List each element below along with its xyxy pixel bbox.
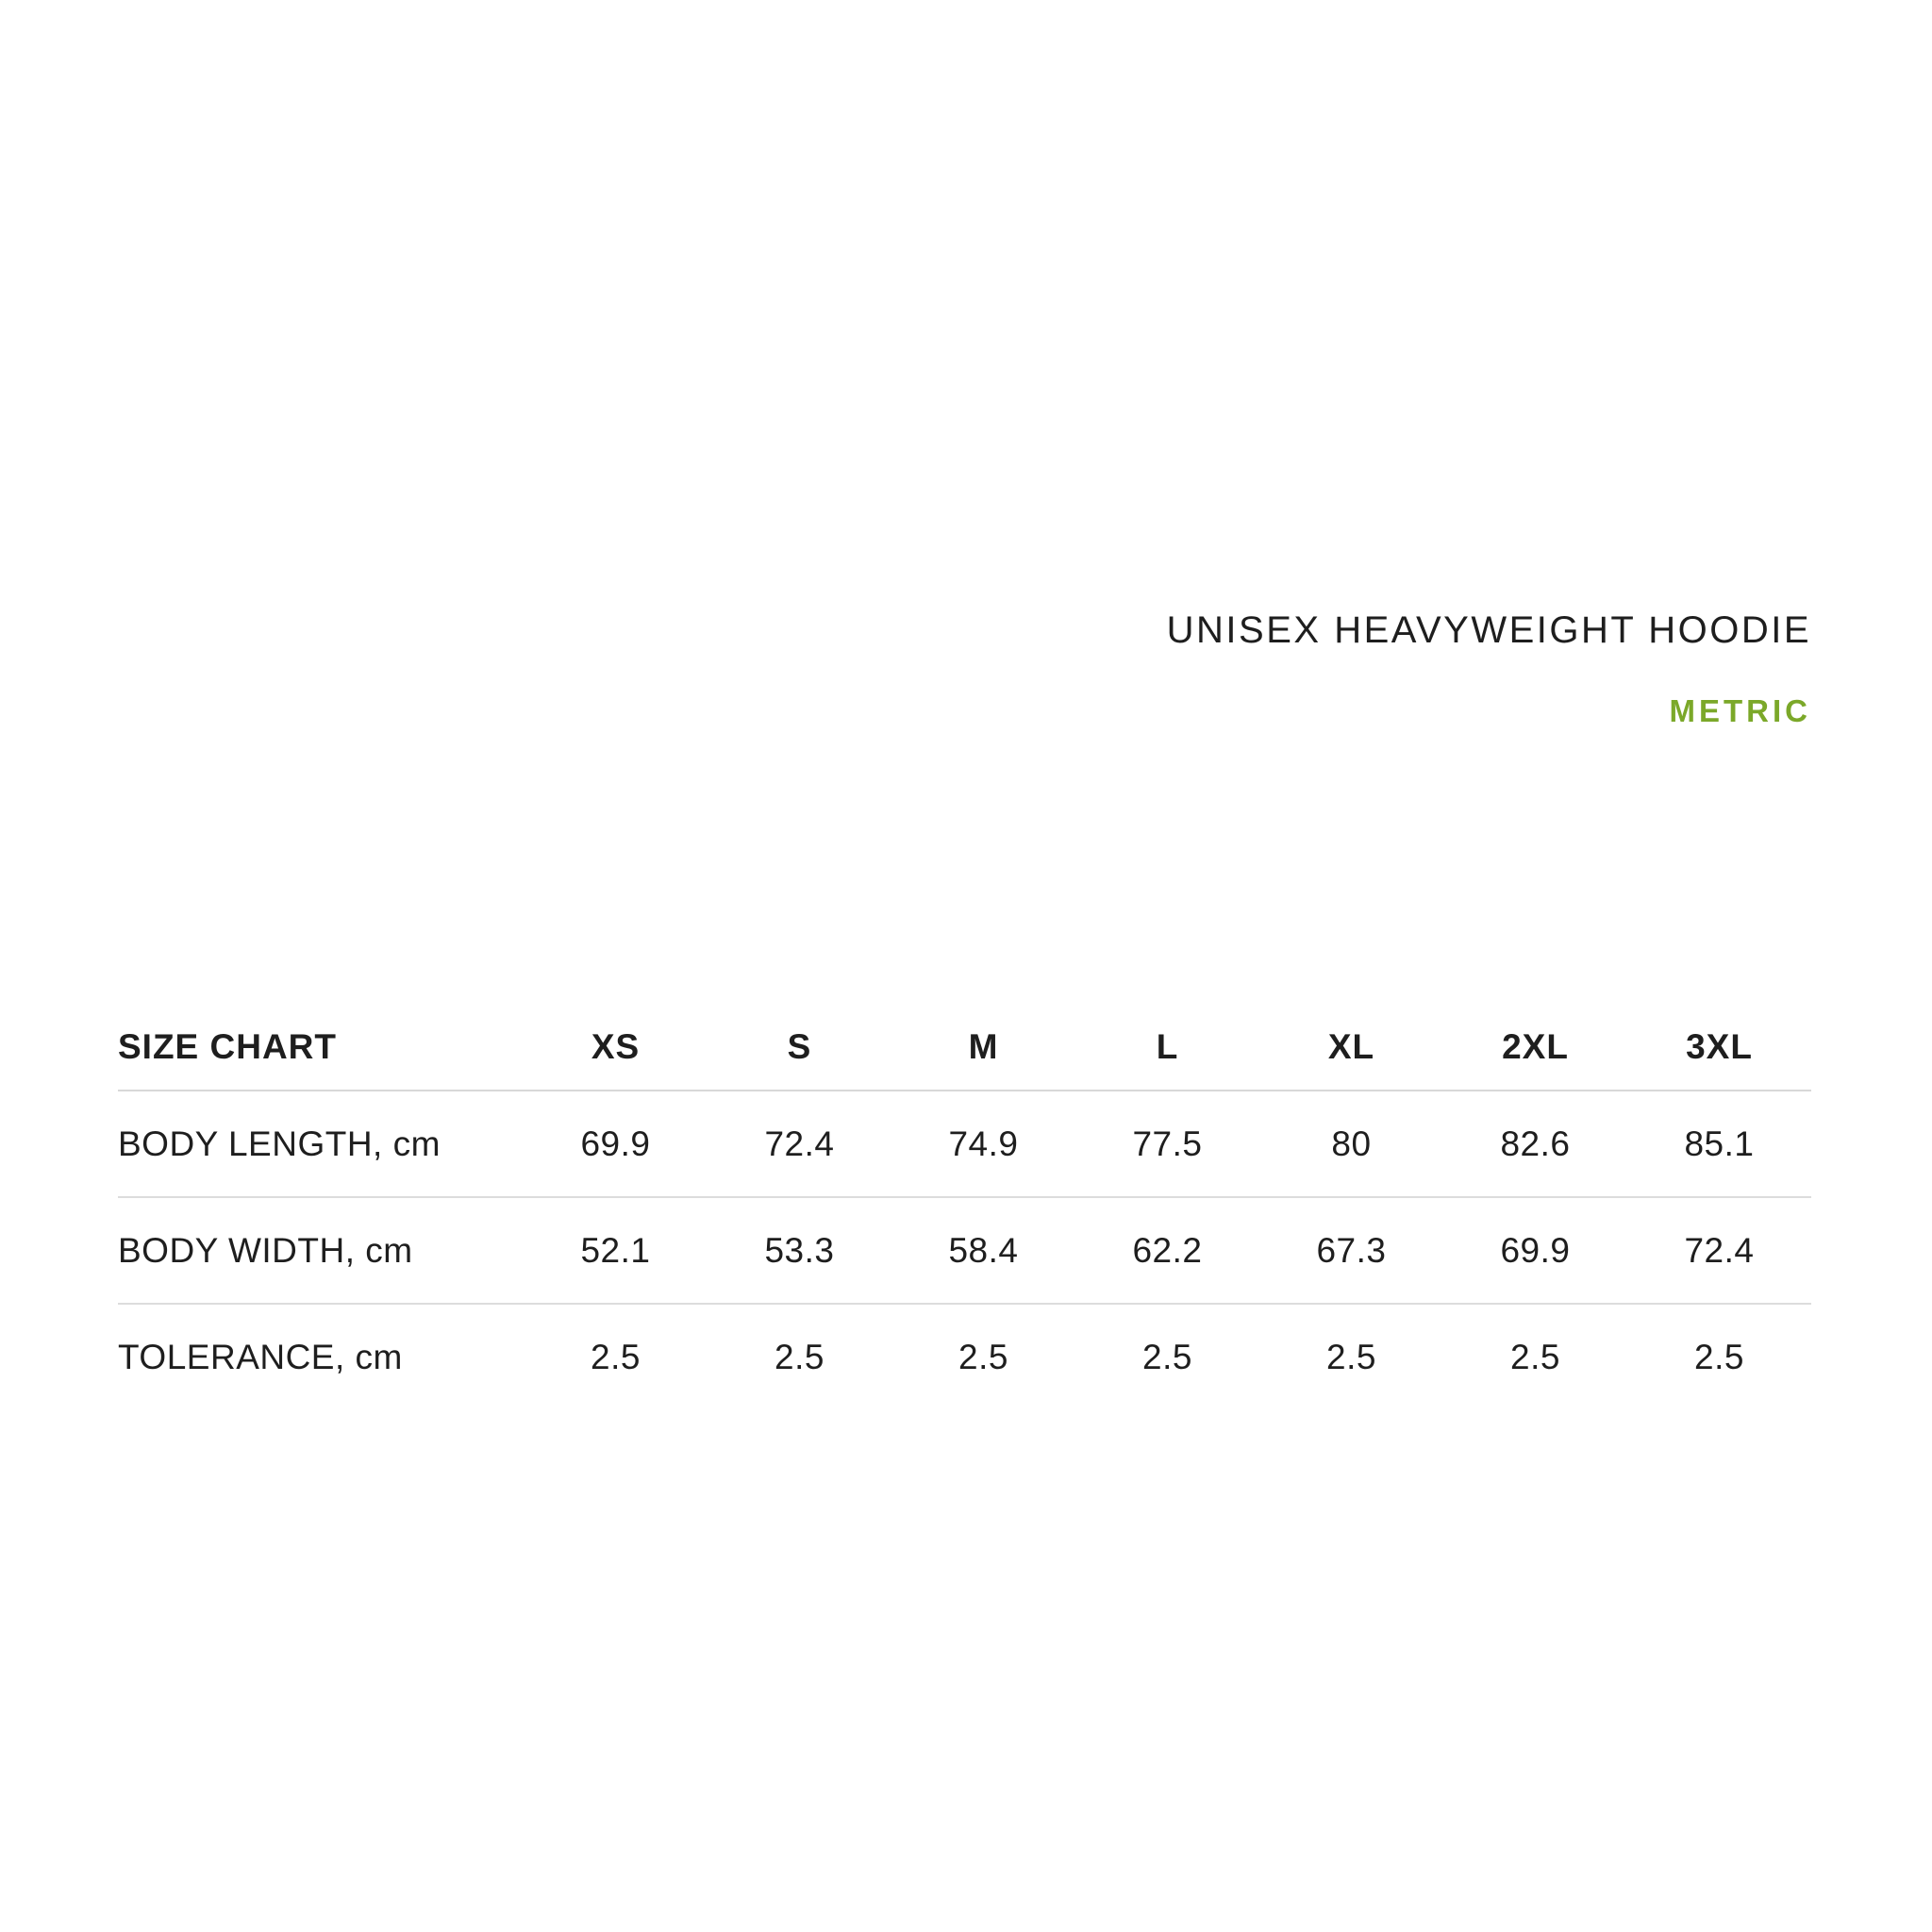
cell-value: 72.4 [708,1091,891,1197]
cell-value: 82.6 [1443,1091,1627,1197]
cell-value: 2.5 [774,1337,824,1376]
cell-value: 62.2 [1075,1197,1259,1304]
product-title: UNISEX HEAVYWEIGHT HOODIE [1166,609,1811,651]
column-header-xl: XL [1259,1004,1443,1091]
table-row-body-width [118,1197,1811,1304]
column-header-m: M [891,1004,1075,1091]
row-label: BODY WIDTH, cm [118,1197,524,1304]
cell-value: 74.9 [891,1091,1075,1197]
column-header-l: L [1075,1004,1259,1091]
size-table-header [118,1004,1811,1091]
row-label: TOLERANCE, cm [118,1337,403,1376]
column-header-xs: XS [524,1004,708,1091]
cell-value: 2.5 [1694,1337,1744,1376]
cell-value: 53.3 [708,1197,891,1304]
cell-value: 69.9 [524,1091,708,1197]
title-block [1167,609,1811,728]
cell-value: 52.1 [524,1197,708,1304]
size-chart-table [118,1004,1811,1409]
size-table-body [118,1091,1811,1409]
cell-value: 67.3 [1259,1197,1443,1304]
cell-value: 58.4 [891,1197,1075,1304]
cell-value: 2.5 [1326,1337,1376,1376]
cell-value: 69.9 [1443,1197,1627,1304]
column-header-s: S [708,1004,891,1091]
cell-value: 77.5 [1075,1091,1259,1197]
column-header-2xl: 2XL [1443,1004,1627,1091]
cell-value: 72.4 [1627,1197,1811,1304]
table-row-body-length [118,1091,1811,1197]
column-header-3xl: 3XL [1627,1004,1811,1091]
table-row-tolerance [118,1304,1811,1409]
header-row [118,1004,1811,1091]
cell-value: 80 [1259,1091,1443,1197]
cell-value: 85.1 [1627,1091,1811,1197]
row-label: BODY LENGTH, cm [118,1091,524,1197]
cell-value: 2.5 [591,1337,641,1376]
units-badge: METRIC [1669,693,1811,728]
cell-value: 2.5 [1510,1337,1560,1376]
cell-value: 2.5 [1142,1337,1192,1376]
cell-value: 2.5 [958,1337,1008,1376]
column-header-size-chart: SIZE CHART [118,1004,524,1091]
